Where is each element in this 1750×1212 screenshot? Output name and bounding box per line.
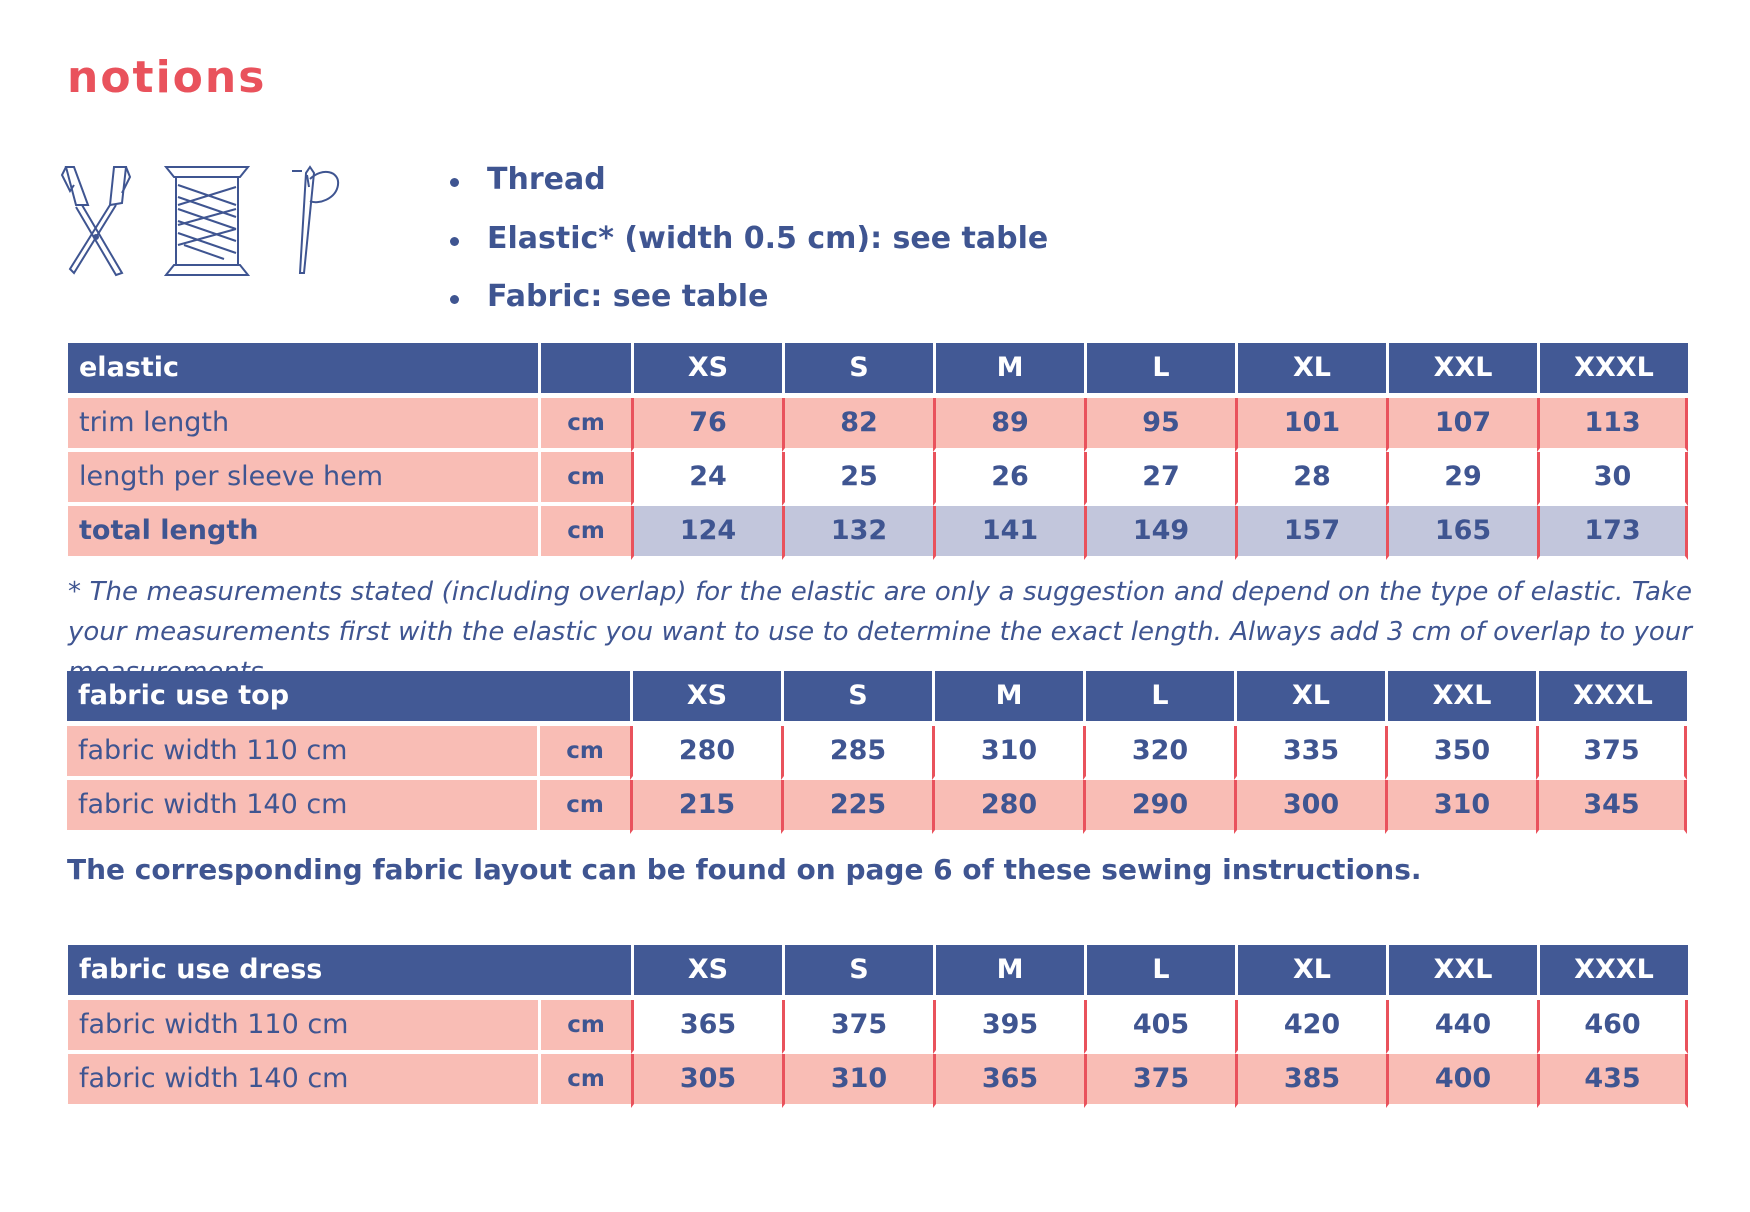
row-unit: cm [538, 1054, 631, 1108]
table-cell: 400 [1386, 1054, 1537, 1108]
fabric-top-table [67, 671, 1687, 834]
table-cell: 27 [1084, 452, 1235, 506]
size-header: XL [1234, 671, 1385, 726]
table-cell: 89 [933, 398, 1084, 452]
table-cell: 280 [630, 726, 781, 780]
table-cell: 335 [1234, 726, 1385, 780]
row-label: length per sleeve hem [68, 452, 538, 506]
size-header: XXL [1386, 343, 1537, 398]
table-cell: 420 [1235, 1000, 1386, 1054]
table-cell: 365 [933, 1054, 1084, 1108]
size-header: XL [1235, 945, 1386, 1000]
size-header: M [933, 945, 1084, 1000]
table-row [67, 726, 1687, 780]
size-header: XL [1235, 343, 1386, 398]
table-cell: 101 [1235, 398, 1386, 452]
table-header-row [68, 945, 1688, 1000]
row-label: fabric width 140 cm [67, 780, 537, 834]
needle-icon [288, 165, 348, 281]
table-cell: 285 [781, 726, 932, 780]
table-cell: 305 [631, 1054, 782, 1108]
size-header: M [932, 671, 1083, 726]
table-cell: 141 [933, 506, 1084, 560]
fabric-dress-table [68, 945, 1688, 1108]
elastic-footnote: * The measurements stated (including overlap) for the elastic are only a suggestion and depend on the type of elastic. Take your measurements first with the elastic you want to use to determine the exact length. Always add 3 cm of overlap to your [68, 577, 1692, 647]
notions-list [446, 163, 1048, 339]
table-header-row [67, 671, 1687, 726]
row-unit: cm [538, 1000, 631, 1054]
size-header: XXXL [1537, 343, 1688, 398]
table-cell: 375 [1536, 726, 1687, 780]
table-row [68, 506, 1688, 560]
table-title: elastic [68, 343, 538, 398]
table-cell: 149 [1084, 506, 1235, 560]
scissors-icon [60, 165, 135, 281]
page-title: notions [67, 52, 267, 103]
size-header: XXXL [1536, 671, 1687, 726]
row-unit: cm [538, 452, 631, 506]
table-cell: 405 [1084, 1000, 1235, 1054]
size-header: L [1084, 945, 1235, 1000]
table-cell: 173 [1537, 506, 1688, 560]
size-header: XS [631, 343, 782, 398]
table-title: fabric use top [67, 671, 630, 726]
table-cell: 435 [1537, 1054, 1688, 1108]
size-header: XXXL [1537, 945, 1688, 1000]
table-cell: 310 [1385, 780, 1536, 834]
table-row [68, 1000, 1688, 1054]
table-cell: 310 [782, 1054, 933, 1108]
table-cell: 280 [932, 780, 1083, 834]
row-unit: cm [538, 398, 631, 452]
thread-spool-icon [164, 165, 250, 281]
table-cell: 375 [1084, 1054, 1235, 1108]
list-item: Elastic* (width 0.5 cm): see table [446, 222, 1048, 281]
size-header: XS [630, 671, 781, 726]
table-row [68, 452, 1688, 506]
table-cell: 385 [1235, 1054, 1386, 1108]
table-cell: 24 [631, 452, 782, 506]
table-cell: 375 [782, 1000, 933, 1054]
row-unit: cm [538, 506, 631, 560]
row-label: fabric width 110 cm [68, 1000, 538, 1054]
table-cell: 440 [1386, 1000, 1537, 1054]
size-header: L [1084, 343, 1235, 398]
elastic-table [68, 343, 1688, 560]
unit-header [538, 343, 631, 398]
table-cell: 107 [1386, 398, 1537, 452]
table-cell: 320 [1083, 726, 1234, 780]
table-cell: 95 [1084, 398, 1235, 452]
table-cell: 460 [1537, 1000, 1688, 1054]
table-cell: 345 [1536, 780, 1687, 834]
table-row [68, 1054, 1688, 1108]
row-label: trim length [68, 398, 538, 452]
table-cell: 25 [782, 452, 933, 506]
table-cell: 310 [932, 726, 1083, 780]
table-cell: 290 [1083, 780, 1234, 834]
table-cell: 132 [782, 506, 933, 560]
table-cell: 82 [782, 398, 933, 452]
list-item: Thread [446, 163, 1048, 222]
table-cell: 76 [631, 398, 782, 452]
fabric-layout-note: The corresponding fabric layout can be found on page 6 of these sewing instructions. [67, 853, 1422, 886]
table-cell: 26 [933, 452, 1084, 506]
table-cell: 365 [631, 1000, 782, 1054]
table-cell: 300 [1234, 780, 1385, 834]
size-header: S [782, 343, 933, 398]
notions-icons [60, 165, 360, 285]
row-label: fabric width 140 cm [68, 1054, 538, 1108]
row-unit: cm [537, 726, 630, 780]
table-title: fabric use dress [68, 945, 631, 1000]
size-header: L [1083, 671, 1234, 726]
table-cell: 28 [1235, 452, 1386, 506]
table-cell: 29 [1386, 452, 1537, 506]
table-row [67, 780, 1687, 834]
table-header-row [68, 343, 1688, 398]
table-row [68, 398, 1688, 452]
row-label: fabric width 110 cm [67, 726, 537, 780]
size-header: XXL [1386, 945, 1537, 1000]
table-cell: 30 [1537, 452, 1688, 506]
size-header: XS [631, 945, 782, 1000]
table-cell: 157 [1235, 506, 1386, 560]
table-cell: 395 [933, 1000, 1084, 1054]
table-cell: 350 [1385, 726, 1536, 780]
row-unit: cm [537, 780, 630, 834]
list-item: Fabric: see table [446, 280, 1048, 339]
size-header: S [782, 945, 933, 1000]
table-cell: 225 [781, 780, 932, 834]
size-header: S [781, 671, 932, 726]
table-cell: 124 [631, 506, 782, 560]
size-header: M [933, 343, 1084, 398]
table-cell: 215 [630, 780, 781, 834]
size-header: XXL [1385, 671, 1536, 726]
table-cell: 165 [1386, 506, 1537, 560]
row-label: total length [68, 506, 538, 560]
table-cell: 113 [1537, 398, 1688, 452]
